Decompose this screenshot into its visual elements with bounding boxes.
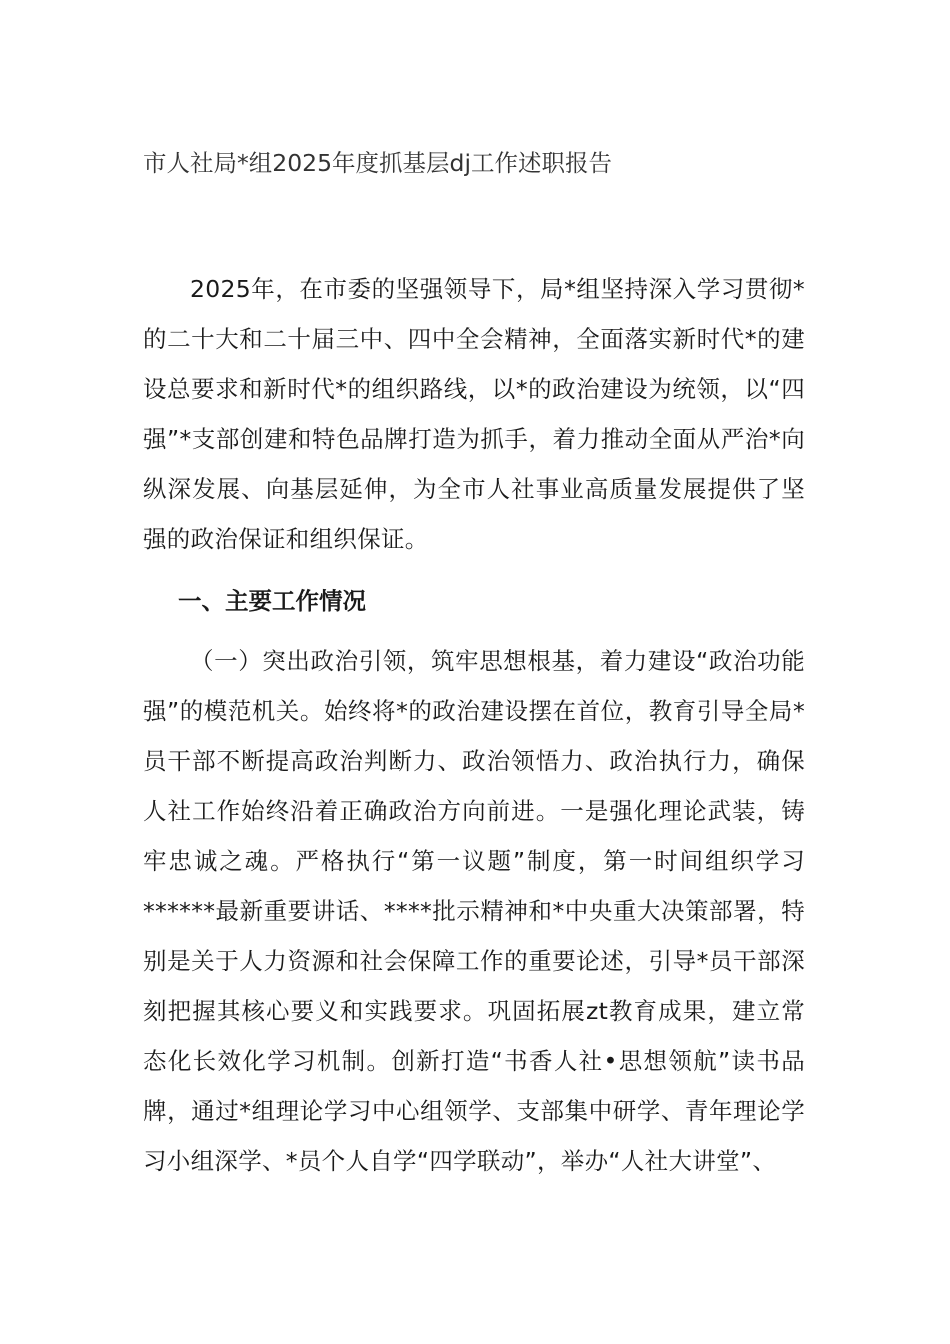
intro-paragraph: 2025年，在市委的坚强领导下，局*组坚持深入学习贯彻*的二十大和二十届三中、四中全会精神，全面落实新时代*的建设总要求和新时代*的组织路线，以*的政治建设为统领，以“四强”*支部创建和特色品牌打造为抓手，着力推动全面从严治*向纵深发展、向基层延伸，为全市人社事业高质量发展提供了坚强的政治保证和组织保证。 [143,275,805,553]
section-heading-main-work: 一、主要工作情况 [178,587,366,615]
section1-paragraph: （一）突出政治引领，筑牢思想根基，着力建设“政治功能强”的模范机关。始终将*的政治建设摆在首位，教育引导全局*员干部不断提高政治判断力、政治领悟力、政治执行力，确保人社工作始终沿着正确政治方向前进。一是强化理论武装，铸牢忠诚之魂。严格执行“第一议题”制度，第一时间组织学习******最新重要讲话、****批示精神和*中央重大决策部署，特别是关于人力资源和社会保障工作的重要论述，引导*员干部深刻把握其核心要义和实践要求。巩固拓展zt教育成果，建立常态化长效化学习机制。创新打造“书香人社•思想领航”读书品牌，通过*组理论学习中心组领学、支部集中研学、青年理论学习小组深学、*员个人自学“四学联动”，举办“人社大讲堂”、 [143,647,805,1175]
document-title: 市人社局*组2025年度抓基层dj工作述职报告 [143,149,613,177]
